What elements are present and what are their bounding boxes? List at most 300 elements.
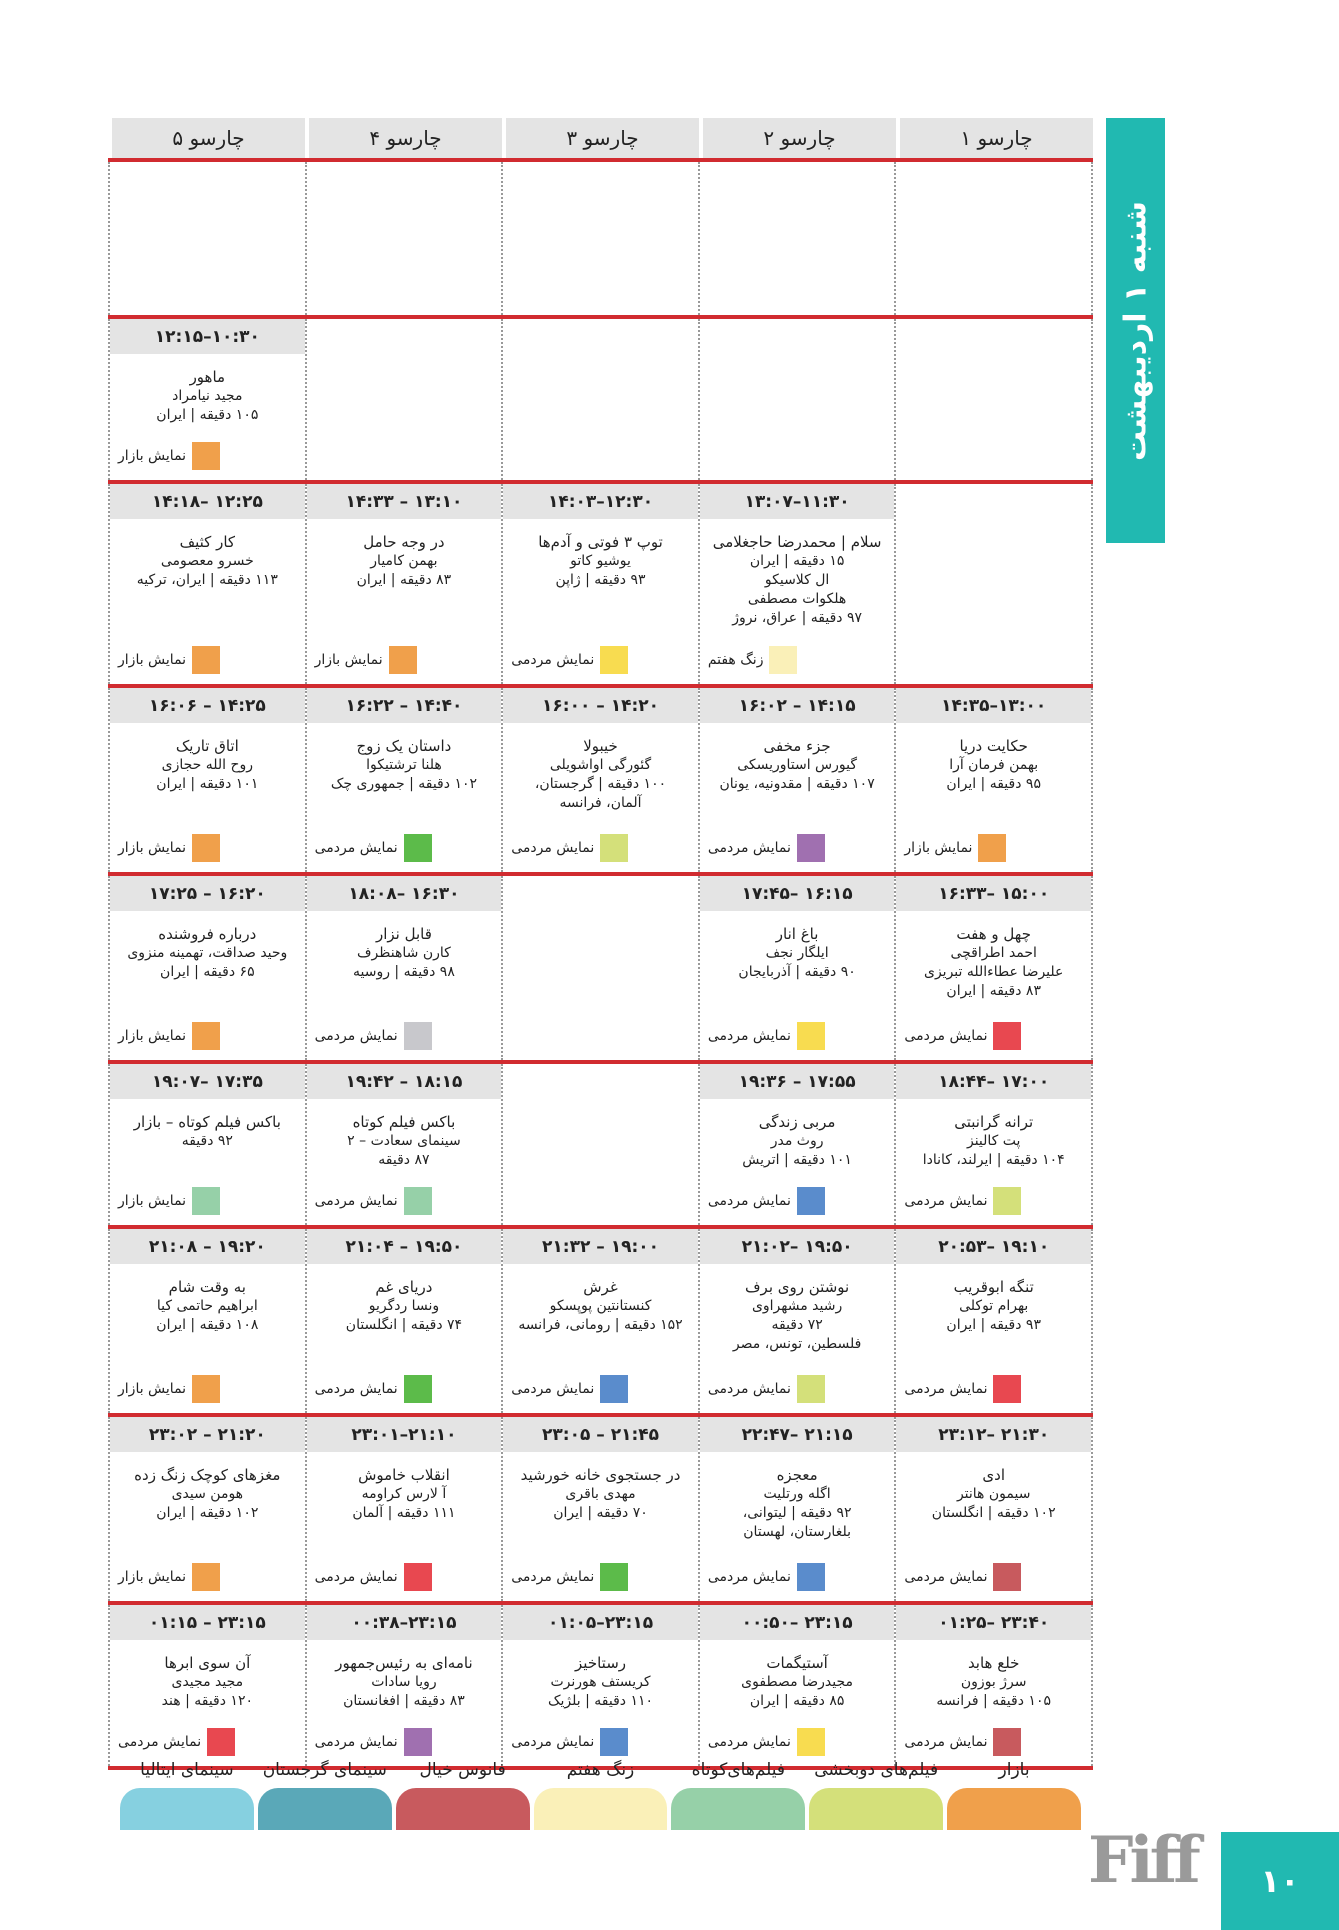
empty-slot <box>305 162 502 315</box>
screening-type-label: نمایش بازار <box>118 840 187 856</box>
screening-tag <box>307 1375 502 1403</box>
legend-label: بازار <box>998 1760 1030 1780</box>
screening-time: ۲۳:۴۰ –۰۱:۲۵ <box>896 1605 1091 1640</box>
screening-tag <box>503 834 698 862</box>
film-detail: علیرضا عطاءالله تبریزی <box>924 964 1064 980</box>
screening-info <box>896 911 1091 1001</box>
film-detail: گیورس استاوریسکی <box>737 757 858 773</box>
legend-label: سینمای ایتالیا <box>140 1760 234 1780</box>
category-swatch <box>978 834 1006 862</box>
legend-swatch <box>120 1788 254 1830</box>
category-swatch <box>192 1022 220 1050</box>
screening-slot <box>501 1229 698 1413</box>
category-swatch <box>600 834 628 862</box>
screening-slot <box>698 484 895 684</box>
screening-time: ۲۳:۱۵–۰۱:۰۵ <box>503 1605 698 1640</box>
category-swatch <box>600 646 628 674</box>
screening-info <box>110 519 305 590</box>
screening-slot <box>501 688 698 872</box>
screening-type-label: نمایش مردمی <box>511 1381 595 1397</box>
screening-tag <box>896 1563 1091 1591</box>
film-title: اتاق تاریک <box>175 737 239 755</box>
film-detail: فلسطین، تونس، مصر <box>732 1336 862 1352</box>
screening-slot <box>108 319 305 480</box>
screening-type-label: نمایش مردمی <box>707 840 791 856</box>
screening-type-label: نمایش مردمی <box>707 1569 791 1585</box>
category-swatch <box>797 1563 825 1591</box>
category-swatch <box>993 1563 1021 1591</box>
film-title: باکس فیلم کوتاه – بازار <box>133 1113 281 1131</box>
category-swatch <box>404 1375 432 1403</box>
screening-slot <box>894 1417 1093 1601</box>
screening-type-label: نمایش مردمی <box>511 652 595 668</box>
schedule-row <box>108 688 1093 872</box>
screening-tag <box>896 1375 1091 1403</box>
screening-slot <box>305 688 502 872</box>
film-detail: هلنا ترشتیکوا <box>366 757 442 773</box>
film-title: کار کثیف <box>179 533 236 551</box>
screening-time: ۱۴:۲۵ – ۱۶:۰۶ <box>110 688 305 723</box>
screening-type-label: نمایش مردمی <box>904 1569 988 1585</box>
category-swatch <box>192 1187 220 1215</box>
screening-time: ۱۲:۳۰–۱۴:۰۳ <box>503 484 698 519</box>
film-detail: ۹۲ دقیقه <box>181 1133 233 1149</box>
film-detail: رویا سادات <box>371 1674 437 1690</box>
screening-info <box>503 1640 698 1711</box>
film-detail: ۱۰۲ دقیقه | انگلستان <box>931 1505 1056 1521</box>
screening-tag <box>503 1375 698 1403</box>
film-detail: بهرام توکلی <box>959 1298 1029 1314</box>
film-detail: ۱۱۱ دقیقه | آلمان <box>352 1505 456 1521</box>
category-swatch <box>993 1375 1021 1403</box>
empty-slot <box>698 319 895 480</box>
screening-type-label: نمایش مردمی <box>314 1569 398 1585</box>
film-detail: ۱۰۷ دقیقه | مقدونیه، یونان <box>719 776 875 792</box>
screening-time: ۱۳:۱۰ – ۱۴:۳۳ <box>307 484 502 519</box>
legend-swatch <box>947 1788 1081 1830</box>
film-detail: ۹۷ دقیقه | عراق، نروژ <box>732 610 862 626</box>
film-detail: ۸۵ دقیقه | ایران <box>749 1693 845 1709</box>
film-detail: ۱۰۱ دقیقه | اتریش <box>742 1152 852 1168</box>
screening-tag <box>503 1563 698 1591</box>
screening-time: ۲۱:۱۵ –۲۲:۴۷ <box>700 1417 895 1452</box>
film-title: تنگه ابوقریب <box>953 1278 1034 1296</box>
screening-info <box>110 1452 305 1523</box>
screening-slot <box>501 1605 698 1766</box>
screening-tag <box>110 442 305 470</box>
film-title: مربی زندگی <box>758 1113 836 1131</box>
screening-time: ۲۱:۳۰ –۲۳:۱۲ <box>896 1417 1091 1452</box>
film-detail: ۹۰ دقیقه | آذربایجان <box>738 964 856 980</box>
screening-slot <box>305 876 502 1060</box>
screening-slot <box>108 1417 305 1601</box>
screening-info <box>700 1452 895 1542</box>
screening-info <box>110 1099 305 1151</box>
film-detail: ۷۰ دقیقه | ایران <box>553 1505 648 1521</box>
screening-info <box>307 1640 502 1711</box>
screening-tag <box>110 1563 305 1591</box>
screening-tag <box>110 646 305 674</box>
screening-tag <box>896 1187 1091 1215</box>
category-swatch <box>404 1563 432 1591</box>
film-title: آن سوی ابرها <box>164 1654 251 1672</box>
category-swatch <box>404 1187 432 1215</box>
screening-type-label: نمایش مردمی <box>118 1734 202 1750</box>
film-detail: گئورگی اواشویلی <box>549 757 652 773</box>
category-swatch <box>993 1022 1021 1050</box>
film-detail: ۱۰۲ دقیقه | ایران <box>156 1505 259 1521</box>
film-detail: ۱۰۵ دقیقه | ایران <box>156 407 259 423</box>
film-title: قابل نزار <box>375 925 432 943</box>
screening-time: ۱۴:۲۰ – ۱۶:۰۰ <box>503 688 698 723</box>
screening-time: ۱۶:۳۰ –۱۸:۰۸ <box>307 876 502 911</box>
legend <box>118 1752 1083 1830</box>
screening-info <box>110 911 305 982</box>
screening-slot <box>108 1605 305 1766</box>
film-detail: ۸۳ دقیقه | ایران <box>946 983 1041 999</box>
screening-info <box>503 1264 698 1335</box>
screening-time: ۱۴:۴۰ – ۱۶:۲۲ <box>307 688 502 723</box>
screening-slot <box>894 1605 1093 1766</box>
category-swatch <box>389 646 417 674</box>
screening-slot <box>894 876 1093 1060</box>
film-detail: ۹۵ دقیقه | ایران <box>946 776 1041 792</box>
screening-type-label: نمایش مردمی <box>904 1028 988 1044</box>
legend-labels <box>118 1752 1083 1788</box>
film-title: ترانه گرانبتی <box>954 1113 1034 1131</box>
page-number: ۱۰ <box>1260 1862 1300 1900</box>
screening-time: ۲۳:۱۵ –۰۰:۵۰ <box>700 1605 895 1640</box>
screening-time: ۱۳:۰۰–۱۴:۳۵ <box>896 688 1091 723</box>
screening-tag <box>700 1022 895 1050</box>
film-title: در جستجوی خانه خورشید <box>520 1466 681 1484</box>
screening-type-label: نمایش بازار <box>118 1569 187 1585</box>
screening-slot <box>108 876 305 1060</box>
film-title: درباره فروشنده <box>158 925 257 943</box>
film-detail: ۱۰۸ دقیقه | ایران <box>156 1317 259 1333</box>
screening-time: ۱۱:۳۰–۱۳:۰۷ <box>700 484 895 519</box>
empty-slot <box>501 1064 698 1225</box>
schedule-row <box>108 1417 1093 1601</box>
screening-info <box>700 1099 895 1170</box>
screening-time: ۱۲:۲۵ –۱۴:۱۸ <box>110 484 305 519</box>
screening-info <box>307 911 502 982</box>
screening-info <box>307 723 502 794</box>
column-header-row <box>108 118 1093 158</box>
screening-slot <box>894 1064 1093 1225</box>
category-swatch <box>769 646 797 674</box>
screening-slot <box>305 1064 502 1225</box>
screening-tag <box>110 1022 305 1050</box>
screening-type-label: نمایش بازار <box>118 1028 187 1044</box>
screening-tag <box>896 1022 1091 1050</box>
screening-slot <box>305 1605 502 1766</box>
screening-slot <box>698 1417 895 1601</box>
category-swatch <box>404 1022 432 1050</box>
category-swatch <box>797 834 825 862</box>
screening-time: ۲۳:۱۵ – ۰۱:۱۵ <box>110 1605 305 1640</box>
film-detail: ۹۲ دقیقه | لیتوانی، <box>742 1505 852 1521</box>
screening-type-label: نمایش مردمی <box>314 1193 398 1209</box>
screening-tag <box>700 1187 895 1215</box>
screening-slot <box>698 1229 895 1413</box>
film-detail: ۱۲۰ دقیقه | هند <box>161 1693 253 1709</box>
screening-info <box>307 1264 502 1335</box>
film-detail: بهمن فرمان آرا <box>949 757 1039 773</box>
schedule-row <box>108 876 1093 1060</box>
screening-time: ۱۹:۱۰ –۲۰:۵۳ <box>896 1229 1091 1264</box>
screening-info <box>307 519 502 590</box>
screening-type-label: نمایش مردمی <box>314 840 398 856</box>
screening-time: ۱۹:۵۰ – ۲۱:۰۴ <box>307 1229 502 1264</box>
screening-slot <box>698 1064 895 1225</box>
screening-type-label: نمایش مردمی <box>314 1381 398 1397</box>
film-detail: روح الله حجازی <box>161 757 254 773</box>
screening-tag <box>503 646 698 674</box>
screening-info <box>896 1264 1091 1335</box>
screening-tag <box>307 1187 502 1215</box>
screening-type-label: نمایش مردمی <box>314 1734 398 1750</box>
film-detail: ۱۰۱ دقیقه | ایران <box>156 776 259 792</box>
schedule-row <box>108 1229 1093 1413</box>
screening-time: ۲۱:۲۰ – ۲۳:۰۲ <box>110 1417 305 1452</box>
film-detail: ۱۵۲ دقیقه | رومانی، فرانسه <box>518 1317 683 1333</box>
screening-slot <box>894 688 1093 872</box>
legend-label: زنگ هفتم <box>566 1760 635 1780</box>
film-detail: مجیدرضا مصطفوی <box>741 1674 854 1690</box>
film-detail: ۶۵ دقیقه | ایران <box>160 964 255 980</box>
screening-info <box>896 723 1091 794</box>
film-title: خلع هابد <box>967 1654 1020 1672</box>
screening-time: ۱۷:۰۰ –۱۸:۴۴ <box>896 1064 1091 1099</box>
screening-type-label: نمایش مردمی <box>314 1028 398 1044</box>
screening-info <box>700 519 895 628</box>
column-header: چارسو ۲ <box>699 118 896 158</box>
schedule-row <box>108 319 1093 480</box>
screening-info <box>110 1640 305 1711</box>
empty-slot <box>305 319 502 480</box>
category-swatch <box>404 834 432 862</box>
screening-type-label: نمایش مردمی <box>904 1193 988 1209</box>
film-title: خیبولا <box>583 737 618 755</box>
film-title: به وقت شام <box>168 1278 246 1296</box>
screening-tag <box>700 646 895 674</box>
screening-slot <box>108 484 305 684</box>
schedule-row <box>108 162 1093 315</box>
screening-type-label: نمایش بازار <box>118 1193 187 1209</box>
category-swatch <box>993 1187 1021 1215</box>
film-detail: سینمای سعادت – ۲ <box>347 1133 461 1149</box>
legend-swatches <box>118 1788 1083 1830</box>
film-detail: ۸۳ دقیقه | ایران <box>356 572 452 588</box>
empty-slot <box>894 319 1093 480</box>
screening-type-label: نمایش مردمی <box>904 1734 988 1750</box>
category-swatch <box>600 1375 628 1403</box>
category-swatch <box>192 442 220 470</box>
film-detail: مجید مجیدی <box>171 1674 244 1690</box>
empty-slot <box>501 162 698 315</box>
legend-label: سینمای گرجستان <box>262 1760 387 1780</box>
screening-tag <box>110 1375 305 1403</box>
screening-info <box>503 519 698 590</box>
empty-slot <box>108 162 305 315</box>
film-title: باغ انار <box>775 925 819 943</box>
screening-type-label: زنگ هفتم <box>707 652 764 668</box>
screening-info <box>896 1452 1091 1523</box>
film-title: رستاخیز <box>575 1654 626 1672</box>
screening-slot <box>305 484 502 684</box>
screening-time: ۱۶:۱۵ –۱۷:۴۵ <box>700 876 895 911</box>
film-title: مغزهای کوچک زنگ زده <box>134 1466 281 1484</box>
film-detail: کنستانتین پوپسکو <box>549 1298 652 1314</box>
film-detail: هومن سیدی <box>171 1486 244 1502</box>
screening-info <box>110 1264 305 1335</box>
column-header: چارسو ۱ <box>896 118 1093 158</box>
screening-info <box>700 723 895 794</box>
screening-slot <box>501 484 698 684</box>
film-detail: ۹۳ دقیقه | ایران <box>946 1317 1041 1333</box>
category-swatch <box>797 1187 825 1215</box>
film-detail: ایلگار نجف <box>765 945 829 961</box>
screening-type-label: نمایش مردمی <box>904 1381 988 1397</box>
screening-info <box>700 911 895 982</box>
schedule-row <box>108 484 1093 684</box>
screening-slot <box>698 1605 895 1766</box>
screening-time: ۱۹:۲۰ – ۲۱:۰۸ <box>110 1229 305 1264</box>
film-detail: ۹۸ دقیقه | روسیه <box>353 964 455 980</box>
legend-swatch <box>258 1788 392 1830</box>
screening-type-label: نمایش بازار <box>118 448 187 464</box>
screening-time: ۱۸:۱۵ – ۱۹:۴۲ <box>307 1064 502 1099</box>
category-swatch <box>600 1563 628 1591</box>
film-detail: یوشیو کاتو <box>570 553 631 569</box>
screening-slot <box>108 688 305 872</box>
film-title: دریای غم <box>375 1278 433 1296</box>
screening-slot <box>108 1229 305 1413</box>
screening-info <box>700 1264 895 1354</box>
screening-type-label: نمایش مردمی <box>511 840 595 856</box>
schedule-row <box>108 1605 1093 1766</box>
screening-slot <box>501 1417 698 1601</box>
screening-time: ۱۷:۵۵ – ۱۹:۳۶ <box>700 1064 895 1099</box>
screening-type-label: نمایش مردمی <box>511 1569 595 1585</box>
film-detail: مهدی باقری <box>565 1486 636 1502</box>
screening-type-label: نمایش مردمی <box>707 1381 791 1397</box>
screening-time: ۲۳:۱۵–۰۰:۳۸ <box>307 1605 502 1640</box>
screening-time: ۱۵:۰۰ –۱۶:۳۳ <box>896 876 1091 911</box>
screening-type-label: نمایش مردمی <box>707 1734 791 1750</box>
film-detail: ابراهیم حاتمی کیا <box>156 1298 258 1314</box>
screening-tag <box>700 834 895 862</box>
screening-slot <box>305 1229 502 1413</box>
screening-tag <box>307 834 502 862</box>
film-title: نوشتن روی برف <box>745 1278 850 1296</box>
screening-tag <box>307 1022 502 1050</box>
screening-slot <box>894 1229 1093 1413</box>
film-title: انقلاب خاموش <box>358 1466 450 1484</box>
legend-label: فانوس خیال <box>419 1760 506 1780</box>
film-detail: ۸۷ دقیقه <box>378 1152 430 1168</box>
screening-time: ۱۹:۰۰ – ۲۱:۳۲ <box>503 1229 698 1264</box>
column-header: چارسو ۵ <box>108 118 305 158</box>
empty-slot <box>501 319 698 480</box>
schedule-grid <box>108 118 1093 1770</box>
column-header: چارسو ۳ <box>502 118 699 158</box>
screening-time: ۱۶:۲۰ – ۱۷:۲۵ <box>110 876 305 911</box>
film-detail: آ لارس کراومه <box>361 1486 447 1502</box>
film-detail: ۱۰۲ دقیقه | جمهوری چک <box>330 776 477 792</box>
screening-info <box>110 354 305 425</box>
category-swatch <box>192 646 220 674</box>
screening-tag <box>896 834 1091 862</box>
legend-swatch <box>534 1788 668 1830</box>
screening-slot <box>108 1064 305 1225</box>
screening-type-label: نمایش مردمی <box>511 1734 595 1750</box>
empty-slot <box>894 484 1093 684</box>
film-detail: هلکوات مصطفی <box>747 591 847 607</box>
screening-type-label: نمایش بازار <box>314 652 383 668</box>
film-detail: رشید مشهراوی <box>751 1298 843 1314</box>
film-title: توپ ۳ فوتی و آدم‌ها <box>538 533 663 551</box>
schedule-rows <box>108 162 1093 1770</box>
legend-swatch <box>396 1788 530 1830</box>
film-detail: کارن شاهنظرف <box>357 945 451 961</box>
film-title: آستیگمات <box>766 1654 828 1672</box>
screening-tag <box>110 834 305 862</box>
screening-info <box>700 1640 895 1711</box>
film-detail: کریستف هورنرت <box>550 1674 651 1690</box>
screening-info <box>896 1099 1091 1170</box>
screening-tag <box>307 646 502 674</box>
film-detail: پت کالینز <box>966 1133 1021 1149</box>
empty-slot <box>501 876 698 1060</box>
film-detail: ۷۲ دقیقه <box>771 1317 823 1333</box>
legend-label: فیلم‌های دوبخشی <box>814 1760 939 1780</box>
screening-time: ۱۰:۳۰–۱۲:۱۵ <box>110 319 305 354</box>
screening-type-label: نمایش مردمی <box>707 1193 791 1209</box>
film-detail: اگله ورتلیت <box>763 1486 831 1502</box>
screening-type-label: نمایش مردمی <box>707 1028 791 1044</box>
date-title: شنبه ۱ اردیبهشت <box>1118 200 1153 461</box>
screening-tag <box>307 1563 502 1591</box>
screening-info <box>896 1640 1091 1711</box>
screening-info <box>503 1452 698 1523</box>
legend-swatch <box>671 1788 805 1830</box>
film-title: ماهور <box>189 368 226 386</box>
film-detail: ۱۱۳ دقیقه | ایران، ترکیه <box>136 572 278 588</box>
film-title: حکایت دریا <box>959 737 1028 755</box>
screening-tag <box>700 1375 895 1403</box>
legend-label: فیلم‌های‌کوتاه <box>691 1760 786 1780</box>
film-title: چهل و هفت <box>956 925 1031 943</box>
screening-time: ۲۱:۴۵ – ۲۳:۰۵ <box>503 1417 698 1452</box>
screening-type-label: نمایش بازار <box>118 1381 187 1397</box>
film-title: جزء مخفی <box>763 737 831 755</box>
column-header: چارسو ۴ <box>305 118 502 158</box>
screening-slot <box>305 1417 502 1601</box>
film-title: داستان یک زوج <box>356 737 452 755</box>
film-detail: ۱۰۵ دقیقه | فرانسه <box>936 1693 1051 1709</box>
film-detail: سرژ بوزون <box>960 1674 1027 1690</box>
screening-time: ۱۹:۵۰ –۲۱:۰۲ <box>700 1229 895 1264</box>
film-title: در وجه حامل <box>363 533 445 551</box>
film-detail: ۱۱۰ دقیقه | بلژیک <box>547 1693 654 1709</box>
category-swatch <box>192 834 220 862</box>
screening-slot <box>698 688 895 872</box>
screening-info <box>307 1452 502 1523</box>
film-title: باکس فیلم کوتاه <box>352 1113 456 1131</box>
film-detail: آلمان، فرانسه <box>559 795 642 811</box>
